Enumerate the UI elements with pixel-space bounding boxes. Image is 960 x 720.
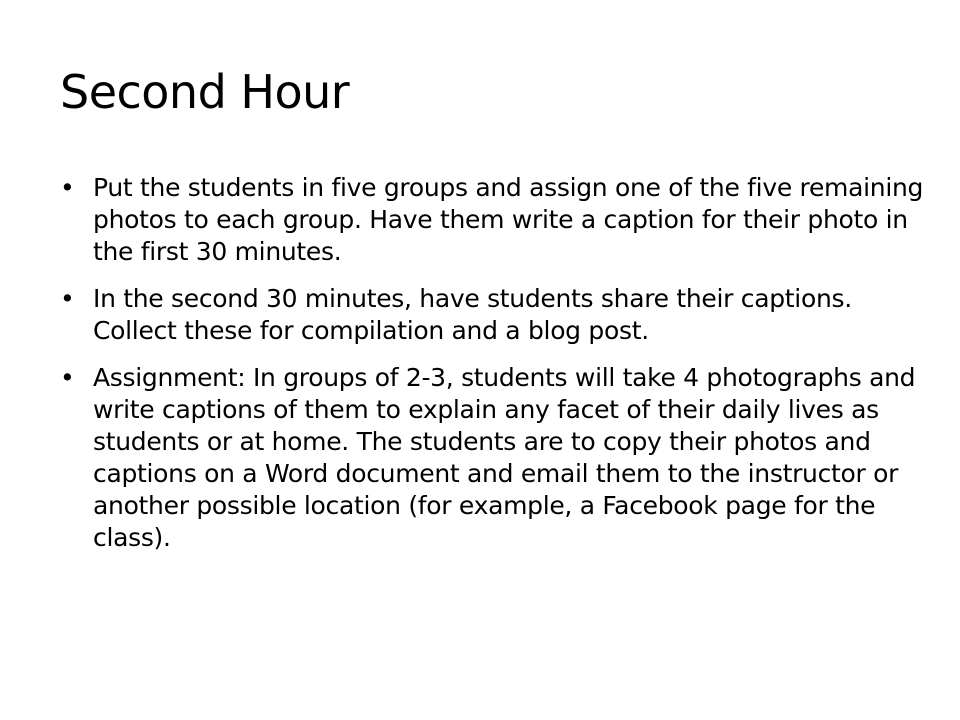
bullet-item: [60, 283, 930, 347]
slide-title: Second Hour: [60, 65, 350, 119]
bullet-text: Assignment: In groups of 2-3, students will take 4 photographs and write captions of them to explain any facet of their daily lives as students or at home. The students are to copy their photos and captions on a Word document and email them to the instructor or another possible location (for example, a Facebook page for the class).: [93, 363, 916, 552]
bullet-item: [60, 362, 930, 554]
bullet-icon: •: [60, 363, 75, 392]
bullet-item: [60, 172, 930, 268]
bullet-icon: •: [60, 284, 75, 313]
bullet-text: Put the students in five groups and assign one of the five remaining photos to each group. Have them write a caption for their photo in the first 30 minutes.: [93, 173, 924, 266]
bullet-text: In the second 30 minutes, have students share their captions. Collect these for compilation and a blog post.: [93, 284, 852, 345]
bullet-list: [60, 172, 930, 569]
bullet-icon: •: [60, 173, 75, 202]
